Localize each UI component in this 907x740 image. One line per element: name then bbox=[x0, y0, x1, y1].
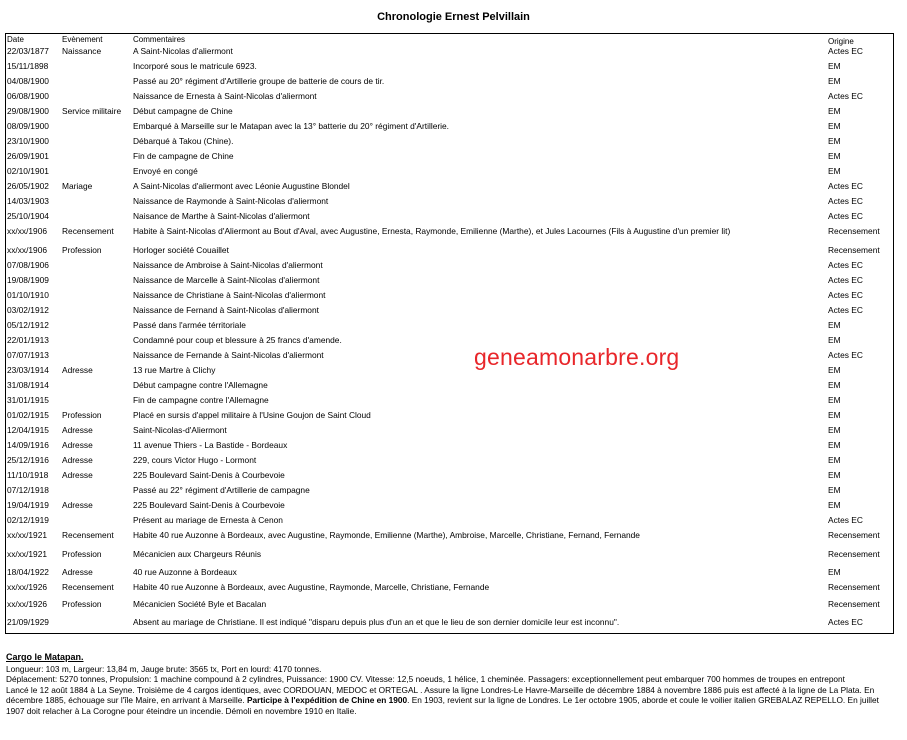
table-row bbox=[6, 423, 893, 438]
row-origin: EM bbox=[828, 500, 841, 510]
notes-line: Déplacement: 5270 tonnes, Propulsion: 1 machine compound à 2 cylindres, Puissance: 1900 CV. Vitesse: 12,5 noeuds, 1 hélice, 1 cheminée. Passagers: exceptionnellement peut embarquer 700 hommes de troupes en entrepont bbox=[6, 674, 845, 684]
row-comment: Passé au 22° régiment d'Artillerie de campagne bbox=[133, 485, 310, 495]
row-date: 01/10/1910 bbox=[7, 290, 49, 300]
notes-line bbox=[6, 685, 896, 717]
table-row bbox=[6, 615, 893, 630]
row-origin: Actes EC bbox=[828, 350, 863, 360]
row-comment: Début campagne contre l'Allemagne bbox=[133, 380, 268, 390]
table-row bbox=[6, 513, 893, 528]
row-origin: EM bbox=[828, 151, 841, 161]
table-row bbox=[6, 209, 893, 224]
row-comment: Passé dans l'armée térritoriale bbox=[133, 320, 246, 330]
table-row bbox=[6, 258, 893, 273]
row-comment: Débarqué à Takou (Chine). bbox=[133, 136, 234, 146]
table-row bbox=[6, 74, 893, 89]
notes-title: Cargo le Matapan. bbox=[6, 652, 84, 662]
table-row bbox=[6, 597, 893, 612]
row-date: 21/09/1929 bbox=[7, 617, 49, 627]
table-row bbox=[6, 194, 893, 209]
row-date: 26/09/1901 bbox=[7, 151, 49, 161]
row-date: xx/xx/1906 bbox=[7, 226, 48, 236]
page-title: Chronologie Ernest Pelvillain bbox=[377, 11, 530, 23]
row-origin: EM bbox=[828, 335, 841, 345]
row-origin: Actes EC bbox=[828, 290, 863, 300]
table-row bbox=[6, 348, 893, 363]
row-comment: Horloger société Couaillet bbox=[133, 245, 229, 255]
table-row bbox=[6, 438, 893, 453]
row-date: 03/02/1912 bbox=[7, 305, 49, 315]
row-origin: Actes EC bbox=[828, 211, 863, 221]
row-date: 01/02/1915 bbox=[7, 410, 49, 420]
row-date: 23/03/1914 bbox=[7, 365, 49, 375]
row-origin: Actes EC bbox=[828, 305, 863, 315]
table-row bbox=[6, 363, 893, 378]
row-comment: Condamné pour coup et blessure à 25 francs d'amende. bbox=[133, 335, 342, 345]
table-row bbox=[6, 119, 893, 134]
row-origin: EM bbox=[828, 440, 841, 450]
row-origin: EM bbox=[828, 61, 841, 71]
row-date: 07/07/1913 bbox=[7, 350, 49, 360]
table-row bbox=[6, 483, 893, 498]
row-date: 02/12/1919 bbox=[7, 515, 49, 525]
header-date: Date bbox=[7, 35, 24, 44]
row-origin: Actes EC bbox=[828, 181, 863, 191]
row-origin: EM bbox=[828, 365, 841, 375]
row-origin: EM bbox=[828, 395, 841, 405]
row-comment: 225 Boulevard Saint-Denis à Courbevoie bbox=[133, 500, 285, 510]
row-date: 14/09/1916 bbox=[7, 440, 49, 450]
table-row bbox=[6, 565, 893, 580]
table-row bbox=[6, 393, 893, 408]
row-origin: EM bbox=[828, 136, 841, 146]
row-event: Mariage bbox=[62, 181, 93, 191]
chronology-table bbox=[5, 33, 894, 634]
row-event: Profession bbox=[62, 549, 102, 559]
row-comment: Naissance de Ernesta à Saint-Nicolas d'aliermont bbox=[133, 91, 317, 101]
row-date: 14/03/1903 bbox=[7, 196, 49, 206]
row-comment: Placé en sursis d'appel militaire à l'Usine Goujon de Saint Cloud bbox=[133, 410, 371, 420]
row-date: 11/10/1918 bbox=[7, 470, 49, 480]
row-date: 19/08/1909 bbox=[7, 275, 49, 285]
row-comment: Embarqué à Marseille sur le Matapan avec la 13° batterie du 20° régiment d'Artillerie. bbox=[133, 121, 450, 131]
row-comment: Fin de campagne contre l'Allemagne bbox=[133, 395, 269, 405]
table-row bbox=[6, 333, 893, 348]
row-date: 22/03/1877 bbox=[7, 46, 49, 56]
row-origin: EM bbox=[828, 320, 841, 330]
row-date: 29/08/1900 bbox=[7, 106, 49, 116]
row-origin: EM bbox=[828, 485, 841, 495]
row-comment: Passé au 20° régiment d'Artillerie groupe de batterie de cours de tir. bbox=[133, 76, 385, 86]
row-date: 06/08/1900 bbox=[7, 91, 49, 101]
row-origin: Actes EC bbox=[828, 91, 863, 101]
row-date: xx/xx/1921 bbox=[7, 530, 48, 540]
row-origin: EM bbox=[828, 121, 841, 131]
row-origin: Actes EC bbox=[828, 515, 863, 525]
table-row bbox=[6, 468, 893, 483]
row-date: xx/xx/1926 bbox=[7, 582, 48, 592]
row-comment: 229, cours Victor Hugo - Lormont bbox=[133, 455, 257, 465]
row-date: 07/08/1906 bbox=[7, 260, 49, 270]
table-row bbox=[6, 303, 893, 318]
row-origin: EM bbox=[828, 470, 841, 480]
row-comment: Naissance de Ambroise à Saint-Nicolas d'aliermont bbox=[133, 260, 323, 270]
row-comment: 225 Boulevard Saint-Denis à Courbevoie bbox=[133, 470, 285, 480]
table-row bbox=[6, 164, 893, 179]
row-comment: A Saint-Nicolas d'aliermont avec Léonie Augustine Blondel bbox=[133, 181, 350, 191]
row-comment: Habite 40 rue Auzonne à Bordeaux, avec Augustine, Raymonde, Marcelle, Christiane, Fernande bbox=[133, 582, 490, 592]
row-comment: Saint-Nicolas-d'Aliermont bbox=[133, 425, 227, 435]
notes-text: . En 1903, revient sur la ligne de Londres. Le 1er octobre 1905, aborde et coule le voilier italien GREBALAZ REPELLO. En juillet 1907 doit relacher à La Corogne pour éteindre un incendie. Démoli en novembre 1910 en Italie. bbox=[6, 695, 879, 716]
row-comment: Naisance de Marthe à Saint-Nicolas d'aliermont bbox=[133, 211, 310, 221]
row-origin: Recensement bbox=[828, 549, 880, 559]
row-comment: Fin de campagne de Chine bbox=[133, 151, 234, 161]
table-row bbox=[6, 149, 893, 164]
row-event: Adresse bbox=[62, 470, 93, 480]
row-event: Recensement bbox=[62, 582, 114, 592]
row-event: Naissance bbox=[62, 46, 102, 56]
row-date: 18/04/1922 bbox=[7, 567, 49, 577]
row-comment: Naissance de Marcelle à Saint-Nicolas d'aliermont bbox=[133, 275, 320, 285]
table-row bbox=[6, 243, 893, 258]
header-event: Evènement bbox=[62, 35, 103, 44]
header-comment: Commentaires bbox=[133, 35, 186, 44]
table-row bbox=[6, 89, 893, 104]
row-origin: EM bbox=[828, 410, 841, 420]
row-event: Adresse bbox=[62, 365, 93, 375]
row-date: xx/xx/1926 bbox=[7, 599, 48, 609]
row-origin: Actes EC bbox=[828, 617, 863, 627]
table-row bbox=[6, 104, 893, 119]
row-comment: Incorporé sous le matricule 6923. bbox=[133, 61, 257, 71]
row-date: 15/11/1898 bbox=[7, 61, 49, 71]
row-origin: Recensement bbox=[828, 599, 880, 609]
notes-line: Longueur: 103 m, Largeur: 13,84 m, Jauge brute: 3565 tx, Port en lourd: 4170 tonnes. bbox=[6, 663, 322, 674]
table-row bbox=[6, 528, 893, 543]
row-event: Service militaire bbox=[62, 106, 122, 116]
table-row bbox=[6, 378, 893, 393]
row-date: 26/05/1902 bbox=[7, 181, 49, 191]
table-row bbox=[6, 44, 893, 59]
row-comment: Naissance de Fernande à Saint-Nicolas d'aliermont bbox=[133, 350, 324, 360]
notes-text: Lancé le 12 août 1884 à La Seyne. Troisième de 4 cargos identiques, avec CORDOUAN, MEDOC et ORTEGAL . Assure la ligne Londres-Le Havre-Marseille de décembre 1884 à novembre 1886 puis est affecté à la ligne de La Plata. En décembre 1885, échouage sur l'île Maire, en arrivant à Marseille. bbox=[6, 684, 875, 705]
row-origin: Actes EC bbox=[828, 196, 863, 206]
row-origin: Actes EC bbox=[828, 260, 863, 270]
row-comment: Présent au mariage de Ernesta à Cenon bbox=[133, 515, 283, 525]
row-event: Recensement bbox=[62, 226, 114, 236]
row-comment: Mécanicien aux Chargeurs Réunis bbox=[133, 549, 262, 559]
matapan-notes bbox=[6, 652, 896, 716]
table-row bbox=[6, 134, 893, 149]
row-event: Profession bbox=[62, 599, 102, 609]
row-comment: Envoyé en congé bbox=[133, 166, 198, 176]
row-origin: Actes EC bbox=[828, 275, 863, 285]
row-date: xx/xx/1906 bbox=[7, 245, 48, 255]
row-comment: Naissance de Fernand à Saint-Nicolas d'aliermont bbox=[133, 305, 319, 315]
row-event: Adresse bbox=[62, 440, 93, 450]
row-date: 02/10/1901 bbox=[7, 166, 49, 176]
row-event: Profession bbox=[62, 410, 102, 420]
row-date: 31/01/1915 bbox=[7, 395, 49, 405]
row-comment: Habite à Saint-Nicolas d'Aliermont au Bout d'Aval, avec Augustine, Ernesta, Raymonde, Emilienne (Marthe), et Jules Lacournes (Fils à Augustine d'un premier lit) bbox=[133, 226, 731, 236]
row-comment: Début campagne de Chine bbox=[133, 106, 233, 116]
row-date: 05/12/1912 bbox=[7, 320, 49, 330]
row-date: 25/10/1904 bbox=[7, 211, 49, 221]
row-date: 23/10/1900 bbox=[7, 136, 49, 146]
row-origin: Recensement bbox=[828, 582, 880, 592]
table-row bbox=[6, 273, 893, 288]
watermark-text: geneamonarbre.org bbox=[474, 344, 680, 370]
row-origin: EM bbox=[828, 425, 841, 435]
row-event: Adresse bbox=[62, 567, 93, 577]
row-comment: Habite 40 rue Auzonne à Bordeaux, avec Augustine, Raymonde, Emilienne (Marthe), Ambroise, Marcelle, Christiane, Fernand, Fernande bbox=[133, 530, 640, 540]
row-comment: Naissance de Raymonde à Saint-Nicolas d'aliermont bbox=[133, 196, 329, 206]
row-event: Adresse bbox=[62, 455, 93, 465]
row-comment: 11 avenue Thiers - La Bastide - Bordeaux bbox=[133, 440, 288, 450]
notes-highlight: Participe à l'expédition de Chine en 1900 bbox=[246, 695, 408, 705]
row-date: 12/04/1915 bbox=[7, 425, 49, 435]
row-origin: EM bbox=[828, 106, 841, 116]
table-row bbox=[6, 580, 893, 595]
table-row bbox=[6, 288, 893, 303]
table-row bbox=[6, 547, 893, 562]
table-row bbox=[6, 59, 893, 74]
row-date: 31/08/1914 bbox=[7, 380, 49, 390]
row-origin: EM bbox=[828, 567, 841, 577]
row-origin: Recensement bbox=[828, 530, 880, 540]
row-comment: Absent au mariage de Christiane. Il est indiqué "disparu depuis plus d'un an et que le lieu de son dernier domicile leur est inconnu". bbox=[133, 617, 620, 627]
row-date: 07/12/1918 bbox=[7, 485, 49, 495]
row-date: 19/04/1919 bbox=[7, 500, 49, 510]
row-date: 08/09/1900 bbox=[7, 121, 49, 131]
row-date: 22/01/1913 bbox=[7, 335, 49, 345]
row-origin: EM bbox=[828, 455, 841, 465]
row-event: Adresse bbox=[62, 500, 93, 510]
row-origin: EM bbox=[828, 166, 841, 176]
table-row bbox=[6, 453, 893, 468]
row-origin: Recensement bbox=[828, 245, 880, 255]
table-row bbox=[6, 408, 893, 423]
header-origin: Origine bbox=[828, 37, 854, 46]
table-row bbox=[6, 498, 893, 513]
row-date: xx/xx/1921 bbox=[7, 549, 48, 559]
row-comment: Naissance de Christiane à Saint-Nicolas d'aliermont bbox=[133, 290, 326, 300]
row-comment: A Saint-Nicolas d'aliermont bbox=[133, 46, 233, 56]
row-date: 25/12/1916 bbox=[7, 455, 49, 465]
row-comment: 40 rue Auzonne à Bordeaux bbox=[133, 567, 237, 577]
row-comment: Mécanicien Société Byle et Bacalan bbox=[133, 599, 267, 609]
row-event: Recensement bbox=[62, 530, 114, 540]
row-origin: Recensement bbox=[828, 226, 880, 236]
table-row bbox=[6, 179, 893, 194]
row-origin: EM bbox=[828, 76, 841, 86]
row-event: Profession bbox=[62, 245, 102, 255]
row-event: Adresse bbox=[62, 425, 93, 435]
row-date: 04/08/1900 bbox=[7, 76, 49, 86]
table-row bbox=[6, 318, 893, 333]
row-origin: Actes EC bbox=[828, 46, 863, 56]
table-row bbox=[6, 224, 893, 239]
row-origin: EM bbox=[828, 380, 841, 390]
row-comment: 13 rue Martre à Clichy bbox=[133, 365, 216, 375]
